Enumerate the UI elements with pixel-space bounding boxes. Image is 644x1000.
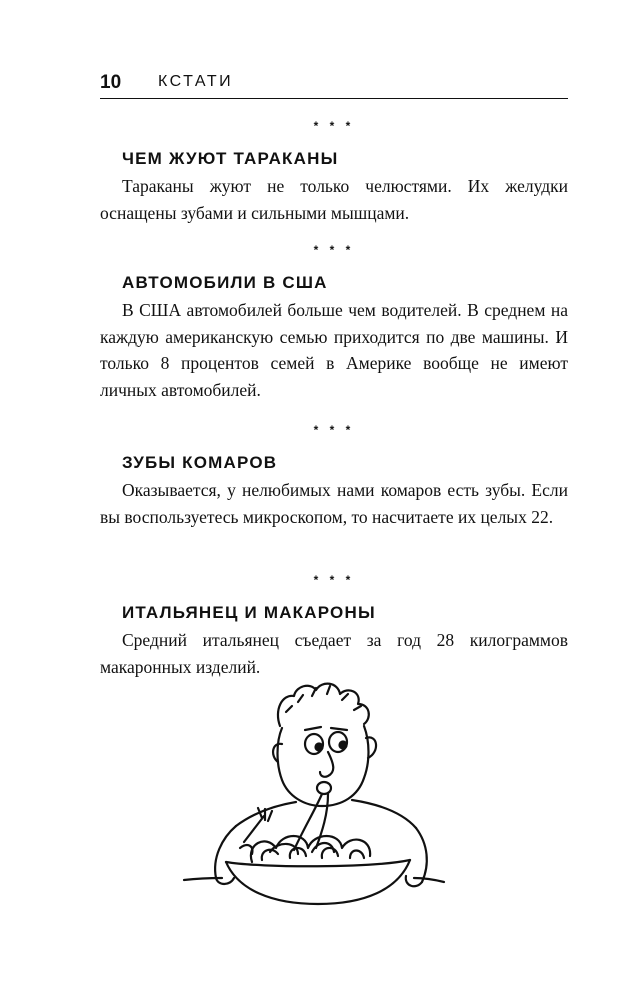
article-text: Оказывается, у нелюбимых нами комаров есть зубы. Если вы воспользуетесь микроскопом, то насчитаете их целых 22. [100, 480, 568, 527]
section-separator: * * * [313, 423, 355, 437]
article-mosquito-teeth [100, 420, 568, 530]
article-title: АВТОМОБИЛИ В США [122, 273, 328, 292]
article-text: Тараканы жуют не только челюстями. Их желудки оснащены зубами и сильными мышцами. [100, 176, 568, 223]
section-separator: * * * [313, 573, 355, 587]
man-eating-spaghetti-drawing-icon [182, 672, 447, 912]
section-separator: * * * [313, 243, 355, 257]
article-text: В США автомобилей больше чем водителей. В среднем на каждую американскую семью приходится по две машины. И только 8 процентов семей в Америке вообще не имеют личных автомобилей. [100, 300, 568, 400]
article-italian-pasta [100, 570, 568, 680]
running-title: КСТАТИ [158, 73, 234, 90]
section-separator: * * * [313, 119, 355, 133]
article-title: ЗУБЫ КОМАРОВ [122, 453, 278, 472]
article-text: Средний итальянец съедает за год 28 килограммов макаронных изделий. [100, 630, 568, 677]
article-title: ЧЕМ ЖУЮТ ТАРАКАНЫ [122, 149, 339, 168]
article-title: ИТАЛЬЯНЕЦ И МАКАРОНЫ [122, 603, 376, 622]
article-usa-cars [100, 240, 568, 403]
article-cockroaches [100, 116, 568, 226]
running-header [100, 70, 568, 99]
page-number: 10 [100, 72, 122, 93]
